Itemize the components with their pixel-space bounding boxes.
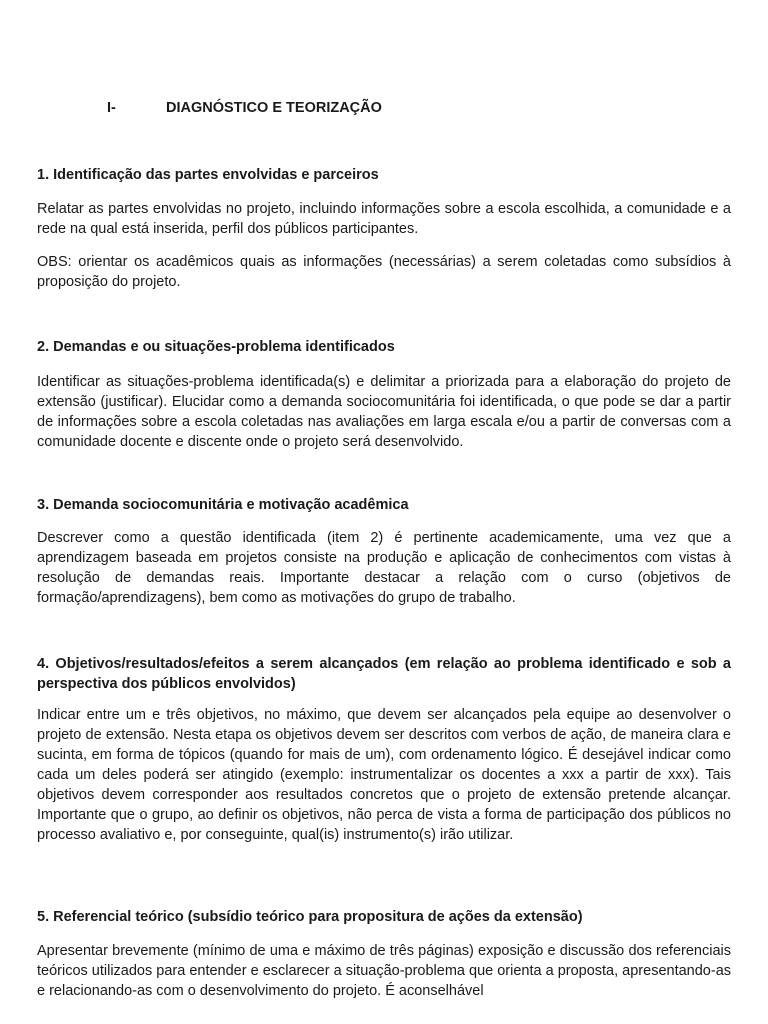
chapter-title: DIAGNÓSTICO E TEORIZAÇÃO [166, 100, 382, 116]
section-1-paragraph-2: OBS: orientar os acadêmicos quais as informações (necessárias) a serem coletadas como subsídios à proposição do projeto. [37, 254, 731, 290]
chapter-number: I- [107, 100, 116, 116]
section-5-heading: 5. Referencial teórico (subsídio teórico para propositura de ações da extensão) [37, 909, 583, 925]
section-4-heading: 4. Objetivos/resultados/efeitos a serem alcançados (em relação ao problema identificado e sob a perspectiva dos públicos envolvidos) [37, 656, 731, 692]
section-2-paragraph-1: Identificar as situações-problema identificada(s) e delimitar a priorizada para a elaboração do projeto de extensão (justificar). Elucidar como a demanda sociocomunitária foi identificada, o que pode se dar a partir de informações sobre a escola coletadas nas avaliações em larga escala e/ou a partir de conversas com a comunidade docente e discente onde o projeto será desenvolvido. [37, 374, 731, 450]
section-5-paragraph-1: Apresentar brevemente (mínimo de uma e máximo de três páginas) exposição e discussão dos referenciais teóricos utilizados para entender e esclarecer a situação-problema que orienta a proposta, apresentando-as e relacionando-as com o desenvolvimento do projeto. É aconselhável [37, 943, 732, 999]
section-3-heading: 3. Demanda sociocomunitária e motivação acadêmica [37, 497, 409, 513]
section-4-paragraph-1: Indicar entre um e três objetivos, no máximo, que devem ser alcançados pela equipe ao desenvolver o projeto de extensão. Nesta etapa os objetivos devem ser descritos com verbos de ação, de maneira clara e sucinta, em forma de tópicos (quando for mais de um), com ordenamento lógico. É desejável indicar como cada um deles poderá ser atingido (exemplo: instrumentalizar os docentes a xxx a partir de xxx). Tais objetivos devem corresponder aos resultados concretos que o projeto de extensão pretende alcançar. Importante que o grupo, ao definir os objetivos, não perca de vista a forma de participação dos públicos no processo avaliativo e, por conseguinte, qual(is) instrumento(s) irão utilizar. [37, 707, 731, 843]
section-1-heading: 1. Identificação das partes envolvidas e parceiros [37, 167, 379, 183]
section-3-paragraph-1: Descrever como a questão identificada (item 2) é pertinente academicamente, uma vez que a aprendizagem baseada em projetos consiste na produção e aplicação de conhecimentos com vistas à resolução de demandas reais. Importante destacar a relação com o curso (objetivos de formação/aprendizagens), bem como as motivações do grupo de trabalho. [37, 530, 731, 606]
section-2-heading: 2. Demandas e ou situações-problema identificados [37, 339, 395, 355]
section-1-paragraph-1: Relatar as partes envolvidas no projeto, incluindo informações sobre a escola escolhida, a comunidade e a rede na qual está inserida, perfil dos públicos participantes. [37, 201, 731, 237]
